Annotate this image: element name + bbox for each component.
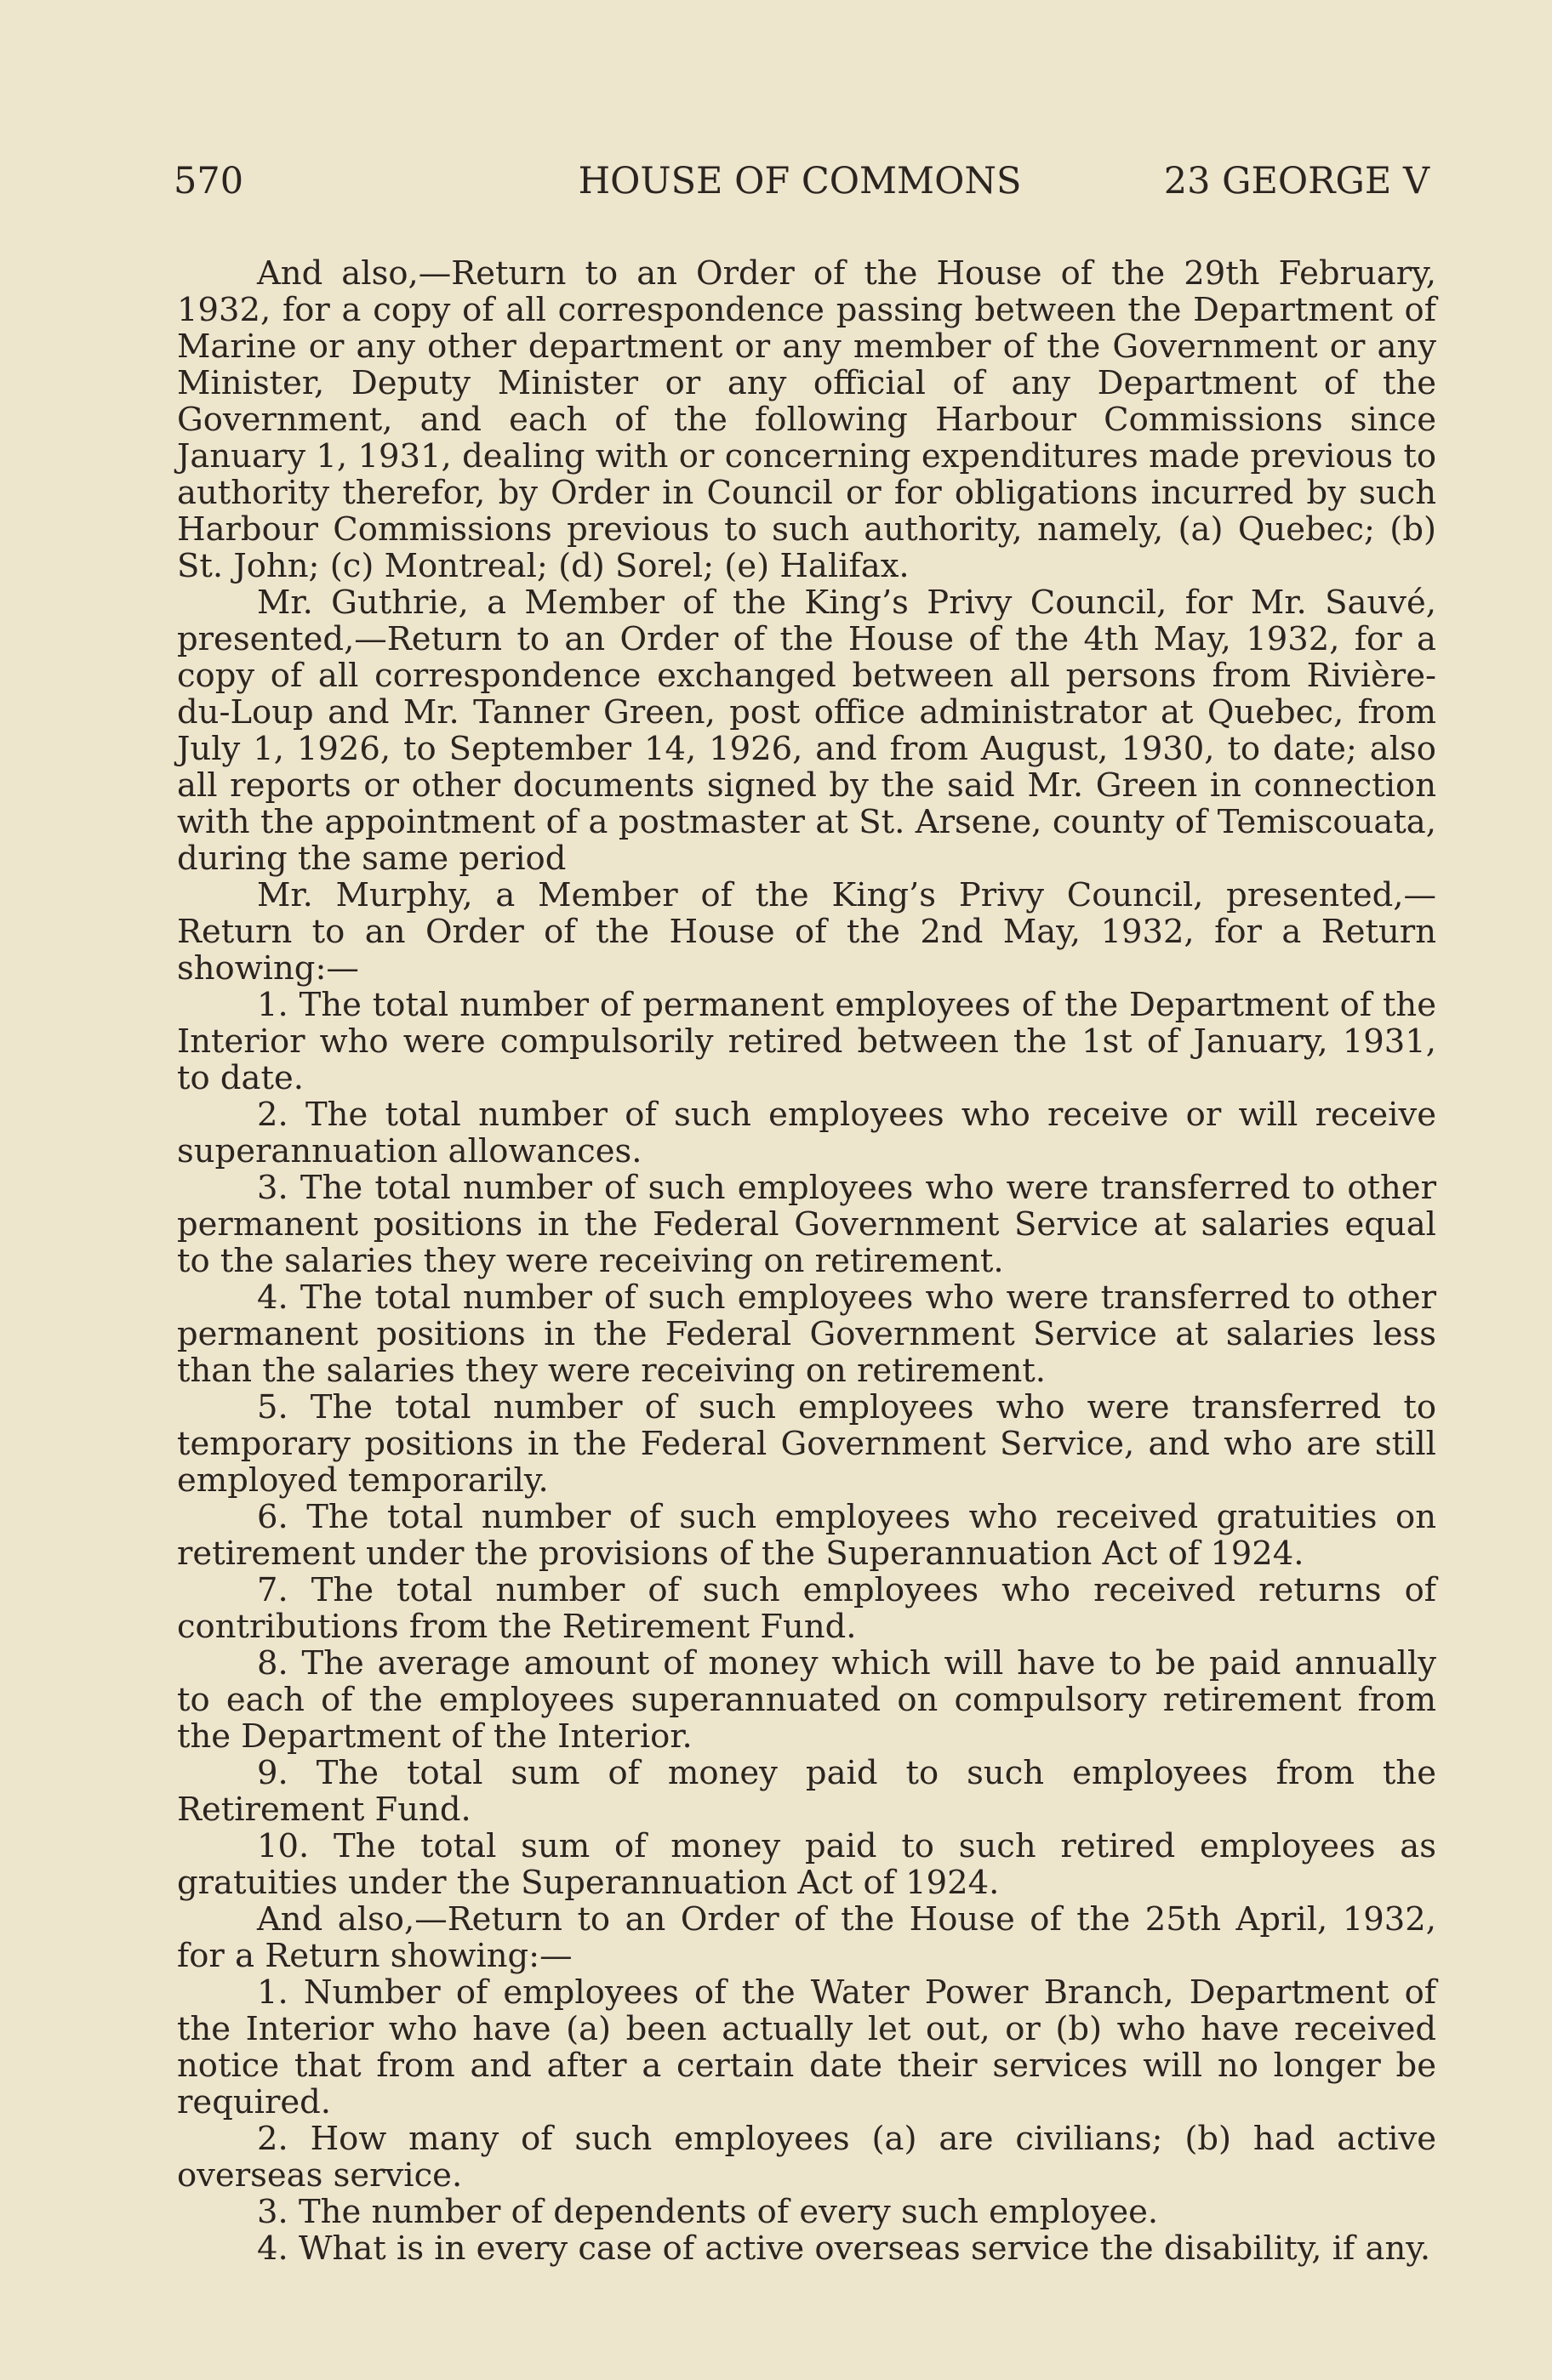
page-body — [177, 255, 1436, 2267]
list-item: 5. The total number of such employees who were transferred to temporary positions in the Federal Government Service, and who are still employed temporarily. — [177, 1388, 1436, 1500]
list-item: 7. The total number of such employees who received returns of contributions from the Retirement Fund. — [177, 1571, 1436, 1646]
list-item: 3. The number of dependents of every such employee. — [257, 2193, 1159, 2231]
list-item: 8. The average amount of money which will have to be paid annually to each of the employees superannuated on compulsory retirement from the Department of the Interior. — [177, 1644, 1436, 1756]
list-item: 2. The total number of such employees who receive or will receive superannuation allowances. — [177, 1096, 1436, 1170]
paragraph-harbour-commissions: And also,—Return to an Order of the House of the 29th February, 1932, for a copy of all correspondence passing between the Department of Marine or any other department or any member of the Government or any Minister, Deputy Minister or any official of any Department of the Government, and each of the following Harbour Commissions since January 1, 1931, dealing with or concerning expenditures made previous to authority therefor, by Order in Council or for obligations incurred by such Harbour Commissions previous to such authority, namely, (a) Quebec; (b) St. John; (c) Montreal; (d) Sorel; (e) Halifax. — [177, 254, 1436, 585]
list-item: 4. The total number of such employees who were transferred to other permanent positions in the Federal Government Service at salaries less than the salaries they were receiving on retirement. — [177, 1278, 1436, 1390]
list-item: 6. The total number of such employees who received gratuities on retirement under the provisions of the Superannuation Act of 1924. — [177, 1498, 1436, 1573]
regnal-year: 23 GEORGE V — [1163, 160, 1429, 202]
paragraph-guthrie-return: Mr. Guthrie, a Member of the King’s Privy Council, for Mr. Sauvé, presented,—Return to an Order of the House of the 4th May, 1932, for a copy of all correspondence exchanged between all persons from Rivière-du-Loup and Mr. Tanner Green, post office administrator at Quebec, from July 1, 1926, to September 14, 1926, and from August, 1930, to date; also all reports or other documents signed by the said Mr. Green in connection with the appointment of a postmaster at St. Arsene, county of Temiscouata, during the same period — [177, 584, 1436, 878]
paragraph-murphy-return: Mr. Murphy, a Member of the King’s Privy Council, presented,—Return to an Order of the House of the 2nd May, 1932, for a Return showing:— — [177, 876, 1436, 988]
list-item: 1. The total number of permanent employees of the Department of the Interior who were compulsorily retired between the 1st of January, 1931, to date. — [177, 986, 1436, 1097]
paragraph-water-power-return: And also,—Return to an Order of the House of the 25th April, 1932, for a Return showing:— — [177, 1900, 1436, 1975]
list-item: 3. The total number of such employees who were transferred to other permanent positions in the Federal Government Service at salaries equal to the salaries they were receiving on retirement. — [177, 1169, 1436, 1280]
list-item: 9. The total sum of money paid to such employees from the Retirement Fund. — [177, 1754, 1436, 1829]
list-item: 2. How many of such employees (a) are civilians; (b) had active overseas service. — [177, 2120, 1436, 2195]
page-header — [170, 160, 1429, 211]
page-title: HOUSE OF COMMONS — [578, 160, 1022, 202]
list-item: 1. Number of employees of the Water Power Branch, Department of the Interior who have (a) been actually let out, or (b) who have received notice that from and after a certain date their services will no longer be required. — [177, 1973, 1436, 2121]
page-number: 570 — [174, 160, 244, 202]
list-item: 4. What is in every case of active overseas service the disability, if any. — [257, 2229, 1431, 2268]
list-item: 10. The total sum of money paid to such retired employees as gratuities under the Superannuation Act of 1924. — [177, 1827, 1436, 1902]
